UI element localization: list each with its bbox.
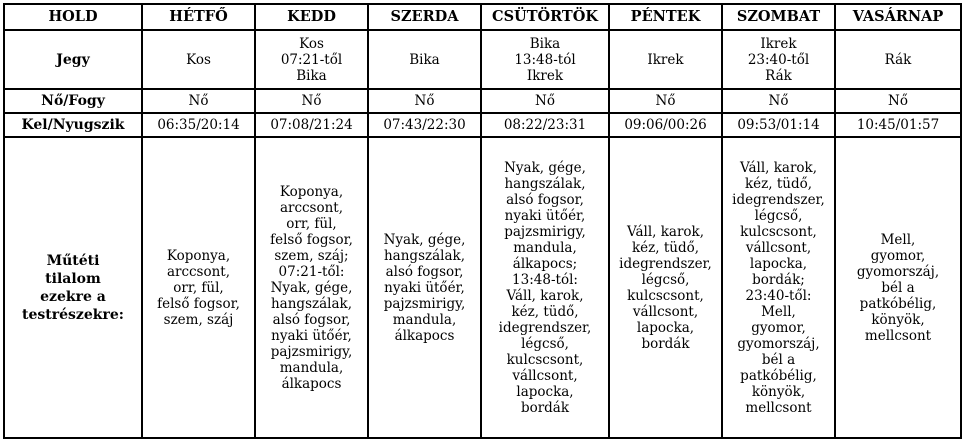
header-cell-friday: PÉNTEK [609,4,722,30]
table-cell: Váll, karok, kéz, tüdő, idegrendszer, légcső, kulcscsont, vállcsont, lapocka, bordák [609,137,722,438]
table-cell: Kos [142,30,255,89]
table-cell: Koponya, arccsont, orr, fül, felső fogsor, szem, száj [142,137,255,438]
moon-calendar-document [3,3,962,439]
table-row-waxing-waning [4,89,961,113]
table-cell: Nő [142,89,255,113]
table-cell: Nyak, gége, hangszálak, alsó fogsor, nyaki ütőér, pajzsmirigy, mandula, álkapocs [368,137,481,438]
table-cell: 09:53/01:14 [722,113,835,137]
table-cell: Ikrek [609,30,722,89]
table-cell: 06:35/20:14 [142,113,255,137]
table-cell: Nő [609,89,722,113]
header-cell-saturday: SZOMBAT [722,4,835,30]
row-label-surgery-ban: Műtéti tilalom ezekre a testrészekre: [4,137,142,438]
table-cell: Nő [368,89,481,113]
table-cell: 08:22/23:31 [481,113,609,137]
table-row-rise-set [4,113,961,137]
header-cell-monday: HÉTFŐ [142,4,255,30]
table-cell: Mell, gyomor, gyomorszáj, bél a patkóbélig, könyök, mellcsont [835,137,961,438]
row-label-sign: Jegy [4,30,142,89]
header-cell-wednesday: SZERDA [368,4,481,30]
table-row-surgery-ban [4,137,961,438]
table-cell: 07:08/21:24 [255,113,368,137]
table-cell: Ikrek 23:40-től Rák [722,30,835,89]
header-cell-sunday: VASÁRNAP [835,4,961,30]
table-cell: Nyak, gége, hangszálak, alsó fogsor, nyaki ütőér, pajzsmirigy, mandula, álkapocs; 13:48-tól: Váll, karok, kéz, tüdő, idegrendszer, légcső, kulcscsont, vállcsont, lapocka, bordák [481,137,609,438]
header-cell-thursday: CSÜTÖRTÖK [481,4,609,30]
table-cell: Rák [835,30,961,89]
table-cell: Nő [481,89,609,113]
table-cell: 09:06/00:26 [609,113,722,137]
table-cell: Nő [255,89,368,113]
table-cell: Kos 07:21-től Bika [255,30,368,89]
table-cell: 07:43/22:30 [368,113,481,137]
header-cell-tuesday: KEDD [255,4,368,30]
table-cell: Koponya, arccsont, orr, fül, felső fogsor, szem, száj; 07:21-től: Nyak, gége, hangszálak, alsó fogsor, nyaki ütőér, pajzsmirigy, mandula, álkapocs [255,137,368,438]
table-row-zodiac-sign [4,30,961,89]
table-cell: Váll, karok, kéz, tüdő, idegrendszer, légcső, kulcscsont, vállcsont, lapocka, bordák; 23:40-től: Mell, gyomor, gyomorszáj, bél a patkóbélig, könyök, mellcsont [722,137,835,438]
row-label-waxing-waning: Nő/Fogy [4,89,142,113]
table-cell: Nő [835,89,961,113]
row-label-rise-set: Kel/Nyugszik [4,113,142,137]
moon-calendar-table [3,3,962,439]
table-cell: Bika 13:48-tól Ikrek [481,30,609,89]
table-cell: Bika [368,30,481,89]
table-cell: Nő [722,89,835,113]
header-cell-hold: HOLD [4,4,142,30]
header-row [4,4,961,30]
table-cell: 10:45/01:57 [835,113,961,137]
